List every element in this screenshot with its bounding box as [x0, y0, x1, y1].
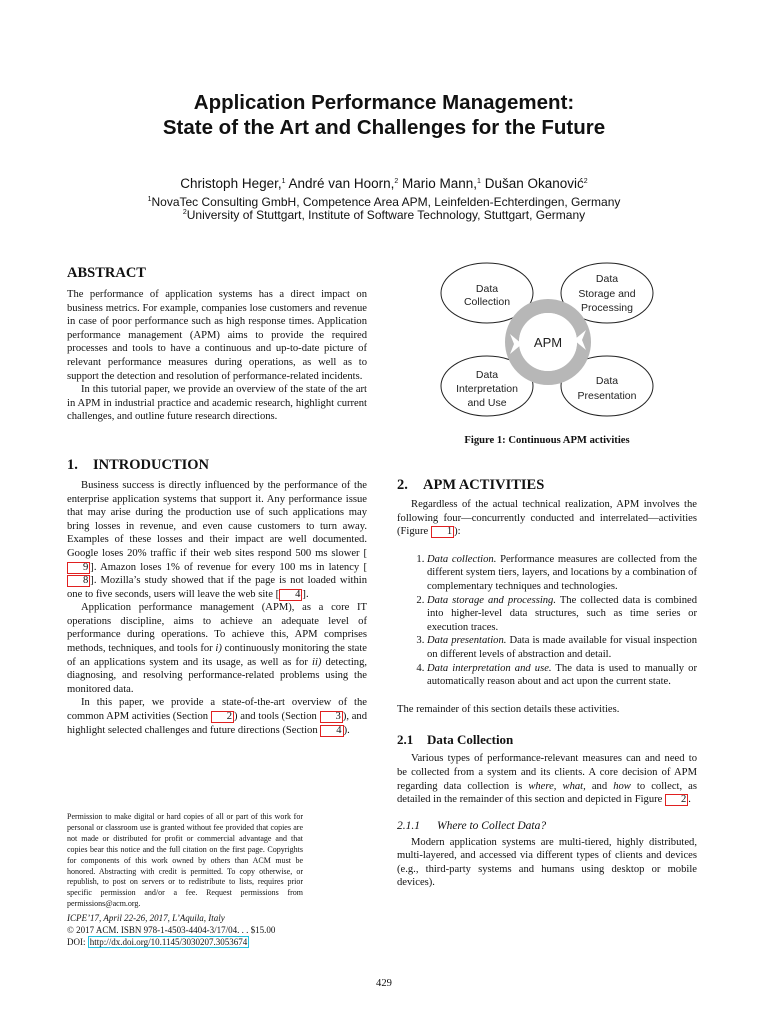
where-to-collect-heading	[397, 819, 697, 833]
intro-paragraph-2: Application performance management (APM), as a core IT operations discipline, aims to achieve an adequate level of performance during operations. To achieve this, APM comprises methods, techniques, and tools for i) continuously monitoring the state of an applications system and its usage, as well as for ii) detecting, diagnosing, and resolving performance-related problems using the monitored data.	[67, 602, 368, 695]
node-label: and Use	[467, 397, 507, 409]
node-label: Storage and	[578, 288, 636, 300]
abstract-paragraph-1: The performance of application systems has a direct impact on business metrics. For example, companies lose customers and revenue in case of poor performance such as high response times. Application performance management (APM) aims to provide the required processes and tools to have a continuous and up-to-date picture of relevant performance measures during operations, as well as to support the detection and resolution of performance-related incidents.	[67, 289, 367, 382]
figure-link[interactable]: 2	[665, 794, 688, 806]
data-collection-paragraph: Various types of performance-relevant measures can and need to be collected from a system and its clients. A core decision of APM regarding data collection is where, what, and how to collect, as detailed in the remainder of this section and depicted in Figure 2 .	[397, 753, 697, 806]
node-label: Interpretation	[456, 383, 518, 395]
copyright-line: © 2017 ACM. ISBN 978-1-4503-4404-3/17/04. . . $15.00	[67, 925, 276, 936]
where-paragraph: Modern application systems are multi-tiered, highly distributed, multi-layered, and accessed via different types of clients and devices (e.g., third-party systems and humans using desktop or mobile devices).	[397, 836, 697, 889]
node-label: Collection	[463, 296, 511, 308]
apm-activities-heading	[397, 476, 697, 494]
figure-caption: Figure 1: Continuous APM activities	[464, 435, 630, 446]
affiliation-text: University of Stuttgart, Institute of Software Technology, Stuttgart, Germany	[186, 208, 586, 222]
citation-link[interactable]: 9	[67, 562, 90, 574]
right-column	[397, 476, 697, 890]
author-list	[0, 175, 768, 193]
abstract-paragraph-2: In this tutorial paper, we provide an overview of the state of the art in APM in industrial practice and academic research, highlight current challenges, and outline future research directions.	[67, 384, 367, 423]
section-link[interactable]: 2	[211, 711, 234, 723]
doi-line: DOI: http://dx.doi.org/10.1145/3030207.3053674	[67, 937, 248, 948]
author-name: André van Hoorn,	[288, 176, 395, 191]
conference-info: ICPE’17, April 22-26, 2017, L’Aquila, Italy	[67, 913, 225, 924]
list-item: 3. Data presentation. Data is made available for visual inspection on different levels of abstraction and detail.	[427, 634, 697, 661]
section-link[interactable]: 4	[320, 725, 343, 737]
node-label: Presentation	[577, 390, 637, 402]
node-label: Data	[475, 283, 499, 295]
apm-intro-paragraph: Regardless of the actual technical realization, APM involves the following four—concurrently conducted and interrelated—activities (Figure 1 ):	[397, 499, 697, 538]
intro-paragraph-1: Business success is directly influenced by the performance of the enterprise application systems that support it. Any performance issue that may arise during the production use of such applications may bring losses in revenue, and even cause customers to turn away. Examples of these losses and their impact are well documented. Google loses 20% traffic if their web sites respond 500 ms slower [9 ]. Amazon loses 1% of revenue for every 100 ms in latency [8 ]. Mozilla’s study showed that if the page is not loaded within one to five seconds, users will leave the web site [ 4 ].	[67, 479, 367, 600]
node-label: Data	[595, 273, 619, 285]
author-name: Christoph Heger,	[180, 176, 282, 191]
affiliation-marker: 1	[281, 178, 286, 185]
section-number: 2.	[397, 477, 408, 493]
affiliation-marker: 2	[394, 178, 399, 185]
section-title: Where to Collect Data?	[437, 819, 547, 832]
affiliation-marker: 2	[583, 178, 588, 185]
paper-title	[0, 90, 768, 140]
remainder-paragraph: The remainder of this section details these activities.	[397, 703, 620, 715]
affiliation-marker: 1	[147, 196, 152, 203]
section-number: 1.	[67, 456, 78, 473]
apm-activities-figure	[430, 262, 670, 422]
affiliation-marker: 2	[182, 209, 187, 216]
section-title: Data Collection	[427, 732, 514, 748]
affiliation-1	[0, 195, 768, 209]
activities-list	[397, 553, 697, 689]
title-line-1: Application Performance Management:	[193, 91, 575, 114]
title-line-2: State of the Art and Challenges for the Future	[162, 116, 606, 139]
introduction-heading	[67, 456, 367, 474]
list-item: 1. Data collection. Performance measures are collected from the different system tiers, layers, and locations by a combination of complementary techniques and technologies.	[427, 553, 697, 594]
section-title: INTRODUCTION	[93, 456, 210, 473]
citation-link[interactable]: 8	[67, 575, 90, 587]
data-collection-heading	[397, 732, 697, 748]
section-number: 2.1.1	[397, 819, 420, 832]
list-item: 2. Data storage and processing. The collected data is combined into higher-level data structures, such as time series or execution traces.	[427, 594, 697, 635]
affiliation-marker: 1	[477, 178, 481, 185]
author-name: Mario Mann,	[402, 176, 478, 191]
permission-block	[67, 812, 303, 948]
list-item: 4. Data interpretation and use. The data is used to manually or automatically reason about and act upon the current state.	[427, 662, 697, 689]
left-column	[67, 264, 367, 737]
copyright-icon: ©	[67, 925, 74, 936]
affiliation-text: NovaTec Consulting GmbH, Competence Area APM, Leinfelden-Echterdingen, Germany	[151, 195, 621, 209]
figure-link[interactable]: 1	[431, 526, 454, 538]
section-title: APM ACTIVITIES	[423, 477, 545, 493]
citation-link[interactable]: 4	[279, 589, 302, 601]
apm-center-label: APM	[533, 335, 563, 350]
affiliation-2	[0, 208, 768, 222]
permission-notice: Permission to make digital or hard copies of all or part of this work for personal or classroom use is granted without fee provided that copies are not made or distributed for profit or commercial advantage and that copies bear this notice and the full citation on the first page. Copyrights for components of this work owned by others than ACM must be honored. Abstracting with credit is permitted. To copy otherwise, or republish, to post on servers or to redistribute to lists, requires prior specific permission and/or a fee. Request permissions from permissions@acm.org.	[67, 812, 303, 909]
author-name: Dušan Okanović	[484, 176, 584, 191]
node-label: Data	[595, 375, 619, 387]
doi-link[interactable]: http://dx.doi.org/10.1145/3030207.3053674	[89, 937, 248, 948]
node-label: Data	[475, 369, 499, 381]
page-number: 429	[376, 978, 392, 989]
node-label: Processing	[581, 302, 633, 314]
abstract-heading: ABSTRACT	[67, 265, 146, 281]
section-link[interactable]: 3	[320, 711, 343, 723]
section-number: 2.1	[397, 732, 414, 748]
intro-paragraph-3: In this paper, we provide a state-of-the-art overview of the common APM activities (Section 2 ) and tools (Section 3 ), and highlight selected challenges and future directions (Section 4 ).	[67, 697, 367, 736]
